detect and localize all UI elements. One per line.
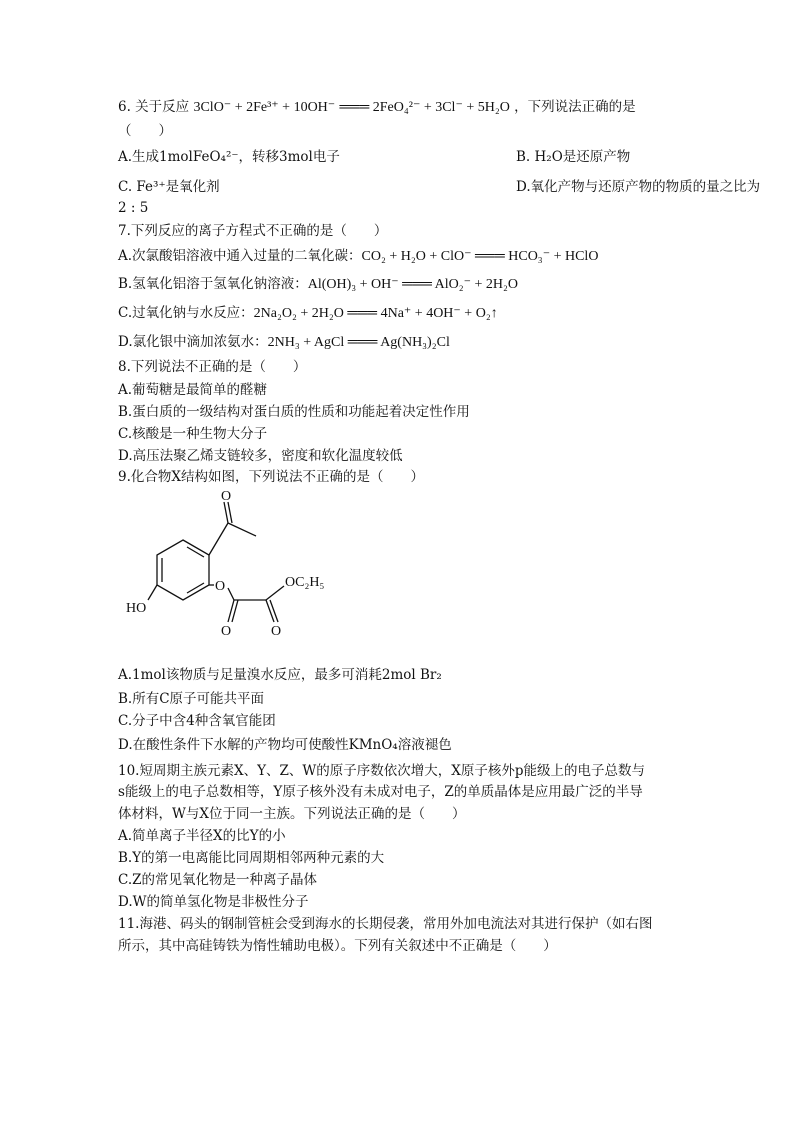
ester-o-label: O xyxy=(215,579,226,594)
benzene-ring xyxy=(157,540,209,600)
q6-options-ab xyxy=(118,148,678,166)
q7-option-d-label: D.氯化银中滴加浓氨水： xyxy=(118,334,268,350)
oxalate-c2-o-bond-a xyxy=(266,600,274,622)
ketone-o-label: O xyxy=(221,489,232,504)
q11-stem-line1: 11.海港、码头的钢制管桩会受到海水的长期侵袭，常用外加电流法对其进行保护（如右图 xyxy=(118,916,653,932)
q9-option-c: C.分子中含4种含氧官能团 xyxy=(118,713,276,729)
ketone-co-bond-a xyxy=(224,502,228,523)
q8-option-d: D.高压法聚乙烯支链较多，密度和软化温度较低 xyxy=(118,448,403,464)
carbonyl-o1-label: O xyxy=(221,624,232,639)
q7-option-a-equation: CO₂ + H₂O + ClO⁻ ═══ HCO₃⁻ + HClO xyxy=(361,249,599,264)
q10-option-a: A.简单离子半径X的比Y的小 xyxy=(118,828,286,844)
q7-option-b-equation: Al(OH)₃ + OH⁻ ═══ AlO₂⁻ + 2H₂O xyxy=(307,277,519,292)
q10-option-b: B.Y的第一电离能比同周期相邻两种元素的大 xyxy=(118,850,385,866)
q6-stem-suffix: ，下列说法正确的是 xyxy=(514,99,636,115)
q6-stem-prefix: 6. 关于反应 xyxy=(118,99,190,115)
q7-option-b-label: B.氢氧化铝溶于氢氧化钠溶液： xyxy=(118,276,308,292)
q6-stem xyxy=(118,98,678,117)
q6-option-a: A.生成1molFeO₄²⁻，转移3mol电子 xyxy=(118,149,340,165)
q7-option-c-equation: 2Na₂O₂ + 2H₂O ═══ 4Na⁺ + 4OH⁻ + O₂↑ xyxy=(253,306,498,321)
carbonyl-o2-label: O xyxy=(271,624,282,639)
q7-stem: 7.下列反应的离子方程式不正确的是（ ） xyxy=(118,223,388,239)
q11-stem-line2: 所示，其中高硅铸铁为惰性辅助电极）。下列有关叙述中不正确是（ ） xyxy=(118,938,557,954)
hydroxyl-label: HO xyxy=(126,601,147,616)
q7-option-c xyxy=(118,304,678,323)
oxalate-c2-o-bond-b xyxy=(270,600,278,622)
q10-stem-line1: 10.短周期主族元素X、Y、Z、W的原子序数依次增大，X原子核外p能级上的电子总数与 xyxy=(118,763,645,779)
q8-stem: 8.下列说法不正确的是（ ） xyxy=(118,359,307,375)
ethoxy-label: OC₂H₅ xyxy=(285,575,325,590)
q7-option-b xyxy=(118,275,678,294)
q6-options-cd xyxy=(118,178,761,196)
q9-option-b: B.所有C原子可能共平面 xyxy=(118,691,265,707)
q6-equation-rhs: 2FeO₄²⁻ + 3Cl⁻ + 5H₂O xyxy=(372,100,510,115)
q6-paren: （ ） xyxy=(118,123,172,139)
ester-o-to-carbon-bond xyxy=(228,588,234,600)
ring-to-hydroxyl-bond xyxy=(148,585,157,600)
q8-option-c: C.核酸是一种生物大分子 xyxy=(118,426,268,442)
ring-to-acetyl-bond xyxy=(209,523,228,555)
q6-equals-sign: ═══ xyxy=(339,100,373,115)
q9-stem: 9.化合物X结构如图，下列说法不正确的是（ ） xyxy=(118,469,424,485)
compound-x-structure xyxy=(118,488,358,648)
q7-option-a-label: A.次氯酸铝溶液中通入过量的二氧化碳： xyxy=(118,248,362,264)
q8-option-a: A.葡萄糖是最简单的醛糖 xyxy=(118,382,268,398)
ring-double-bond-2 xyxy=(187,583,204,593)
q6-option-d-continued: 2 : 5 xyxy=(118,200,149,216)
q9-option-a: A.1mol该物质与足量溴水反应，最多可消耗2mol Br₂ xyxy=(118,667,442,683)
molecule-bonds xyxy=(148,502,284,622)
q10-stem-line3: 体材料，W与X位于同一主族。下列说法正确的是（ ） xyxy=(118,806,466,822)
q9-option-d: D.在酸性条件下水解的产物均可使酸性KMnO₄溶液褪色 xyxy=(118,737,452,753)
q8-option-b: B.蛋白质的一级结构对蛋白质的性质和功能起着决定性作用 xyxy=(118,404,470,420)
q6-option-d: D.氧化产物与还原产物的物质的量之比为 xyxy=(516,179,761,195)
q7-option-d-equation: 2NH₃ + AgCl ═══ Ag(NH₃)₂Cl xyxy=(267,335,450,350)
ketone-co-bond-b xyxy=(228,502,232,523)
q6-option-b: B. H₂O是还原产物 xyxy=(516,149,631,165)
acetyl-methyl-bond xyxy=(228,523,256,536)
q7-option-a xyxy=(118,247,678,266)
q10-option-c: C.Z的常见氧化物是一种离子晶体 xyxy=(118,872,318,888)
q7-option-d xyxy=(118,333,678,352)
q6-equation-lhs: 3ClO⁻ + 2Fe³⁺ + 10OH⁻ xyxy=(193,100,336,115)
q10-stem-line2: s能级上的电子总数相等，Y原子核外没有未成对电子，Z的单质晶体是应用最广泛的半导 xyxy=(118,784,643,800)
q7-option-c-label: C.过氧化钠与水反应： xyxy=(118,305,254,321)
q10-option-d: D.W的简单氢化物是非极性分子 xyxy=(118,894,309,910)
ring-double-bond-1 xyxy=(187,547,204,557)
q6-option-c: C. Fe³⁺是氧化剂 xyxy=(118,179,220,195)
oxalate-to-ethoxy-bond xyxy=(266,586,284,600)
